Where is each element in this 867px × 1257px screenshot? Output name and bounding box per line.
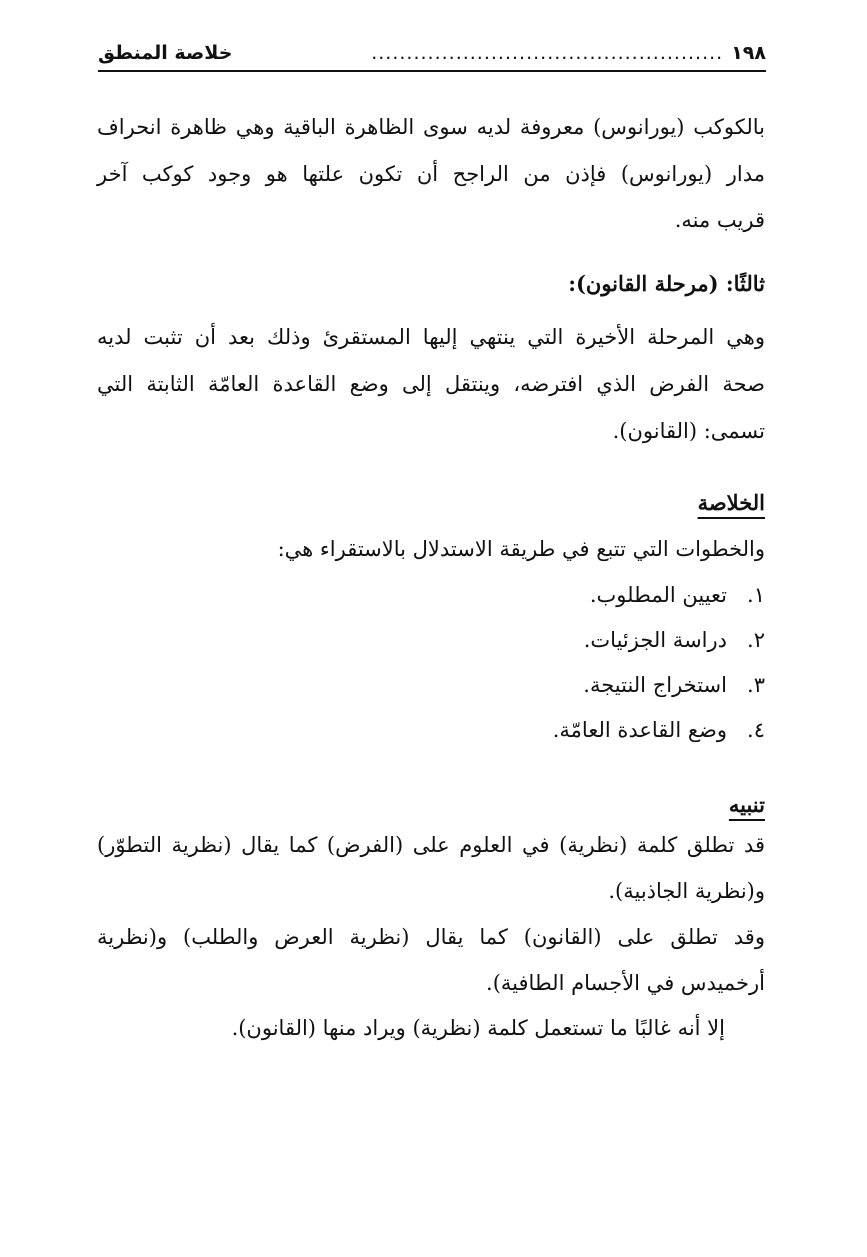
paragraph1-line-2: مدار (يورانوس) فإذن من الراجح أن تكون علتها هو وجود كوكب آخر [97,162,765,186]
summary-step [165,715,765,745]
running-header [98,36,766,72]
step-number: ٤. [747,718,765,742]
section3-line-2: صحة الفرض الذي افترضه، وينتقل إلى وضع القاعدة العامّة الثابتة التي [97,372,765,396]
step-number: ٢. [747,628,765,652]
notice-line-3: وقد تطلق على (القانون) كما يقال (نظرية العرض والطلب) و(نظرية [97,925,765,949]
notice-heading: تنبيه [728,792,765,817]
notice-line-5: إلا أنه غالبًا ما تستعمل كلمة (نظرية) ويراد منها (القانون). [231,1016,725,1040]
summary-step [165,580,765,610]
section3-heading-title: (مرحلة القانون): [568,271,726,296]
summary-heading-row [97,488,765,518]
notice-heading-row [97,790,765,820]
notice-line-4: أرخميدس في الأجسام الطافية). [486,971,765,995]
section3-heading-label: ثالثًا: [725,271,765,296]
step-text: تعيين المطلوب. [589,583,727,607]
section3-heading [97,269,765,299]
summary-step [165,670,765,700]
book-title: خلاصة المنطق [98,42,233,64]
notice-line-1: قد تطلق كلمة (نظرية) في العلوم على (الفرض) كما يقال (نظرية التطوّر) [97,833,765,857]
summary-heading: الخلاصة [697,490,765,515]
header-leader-dots: .................................................. [371,42,724,64]
step-text: وضع القاعدة العامّة. [552,718,727,742]
notice-line-2: و(نظرية الجاذبية). [608,879,765,903]
summary-step [165,625,765,655]
paragraph1-line-1: بالكوكب (يورانوس) معروفة لديه سوى الظاهرة الباقية وهي ظاهرة انحراف [97,115,765,139]
step-text: دراسة الجزئيات. [583,628,727,652]
summary-intro: والخطوات التي تتبع في طريقة الاستدلال بالاستقراء هي: [277,537,765,561]
step-number: ١. [747,583,765,607]
page-number: ١٩٨ [731,42,766,64]
step-number: ٣. [747,673,765,697]
section3-line-3: تسمى: (القانون). [612,419,765,443]
paragraph1-line-3: قريب منه. [674,208,765,232]
section3-line-1: وهي المرحلة الأخيرة التي ينتهي إليها المستقرئ وذلك بعد أن تثبت لديه [97,325,765,349]
step-text: استخراج النتيجة. [583,673,727,697]
